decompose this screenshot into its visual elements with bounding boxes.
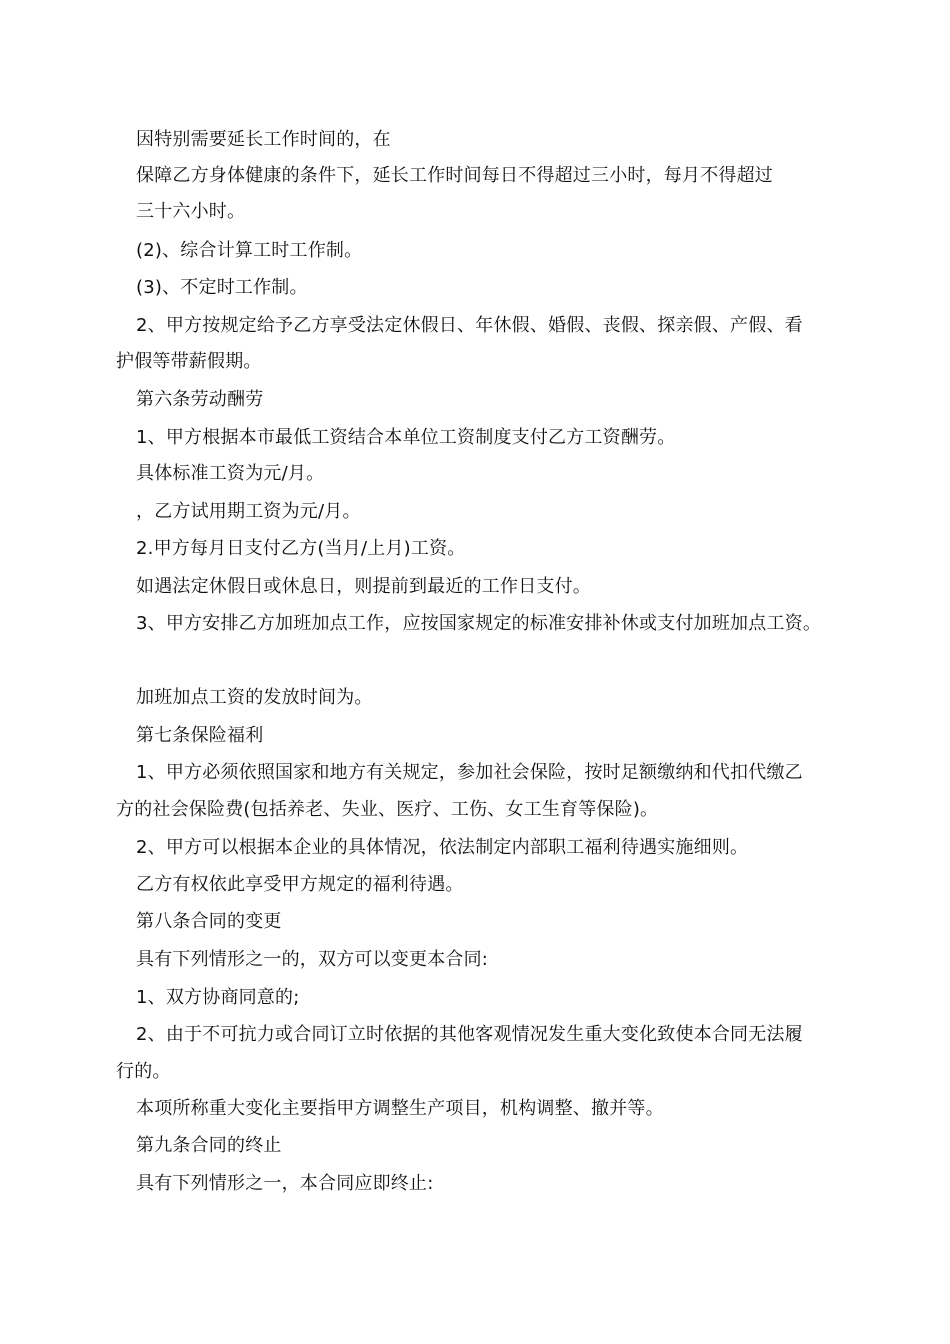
text-line: 因特别需要延长工作时间的，在 bbox=[136, 129, 391, 150]
text-line: 行的。 bbox=[116, 1061, 171, 1082]
text-line: (2)、综合计算工时工作制。 bbox=[136, 240, 363, 261]
text-line: 2.甲方每月日支付乙方(当月/上月)工资。 bbox=[136, 538, 466, 559]
text-line: 3、甲方安排乙方加班加点工作，应按国家规定的标准安排补休或支付加班加点工资。 bbox=[136, 613, 822, 634]
section-heading: 第九条合同的终止 bbox=[136, 1135, 282, 1156]
text-line: 具有下列情形之一，本合同应即终止: bbox=[136, 1173, 434, 1194]
text-line: 1、双方协商同意的; bbox=[136, 987, 300, 1008]
text-line: 加班加点工资的发放时间为。 bbox=[136, 687, 373, 708]
text-line: 具有下列情形之一的，双方可以变更本合同: bbox=[136, 949, 489, 970]
text-line: 2、甲方按规定给予乙方享受法定休假日、年休假、婚假、丧假、探亲假、产假、看 bbox=[136, 315, 803, 336]
text-line: 乙方有权依此享受甲方规定的福利待遇。 bbox=[136, 874, 464, 895]
text-line: 2、由于不可抗力或合同订立时依据的其他客观情况发生重大变化致使本合同无法履 bbox=[136, 1024, 803, 1045]
text-line: 1、甲方根据本市最低工资结合本单位工资制度支付乙方工资酬劳。 bbox=[136, 427, 676, 448]
section-heading: 第八条合同的变更 bbox=[136, 911, 282, 932]
text-line: ，乙方试用期工资为元/月。 bbox=[136, 501, 361, 522]
text-line: 方的社会保险费(包括养老、失业、医疗、工伤、女工生育等保险)。 bbox=[116, 799, 659, 820]
text-line: 2、甲方可以根据本企业的具体情况，依法制定内部职工福利待遇实施细则。 bbox=[136, 837, 749, 858]
text-line: 具体标准工资为元/月。 bbox=[136, 463, 325, 484]
section-heading: 第六条劳动酬劳 bbox=[136, 389, 264, 410]
text-line: 如遇法定休假日或休息日，则提前到最近的工作日支付。 bbox=[136, 576, 591, 597]
text-line: 三十六小时。 bbox=[136, 201, 246, 222]
text-line: 1、甲方必须依照国家和地方有关规定，参加社会保险，按时足额缴纳和代扣代缴乙 bbox=[136, 762, 803, 783]
text-line: 保障乙方身体健康的条件下，延长工作时间每日不得超过三小时，每月不得超过 bbox=[136, 165, 773, 186]
section-heading: 第七条保险福利 bbox=[136, 725, 264, 746]
text-line: (3)、不定时工作制。 bbox=[136, 277, 308, 298]
text-line: 护假等带薪假期。 bbox=[116, 351, 262, 372]
text-line: 本项所称重大变化主要指甲方调整生产项目，机构调整、撤并等。 bbox=[136, 1098, 664, 1119]
